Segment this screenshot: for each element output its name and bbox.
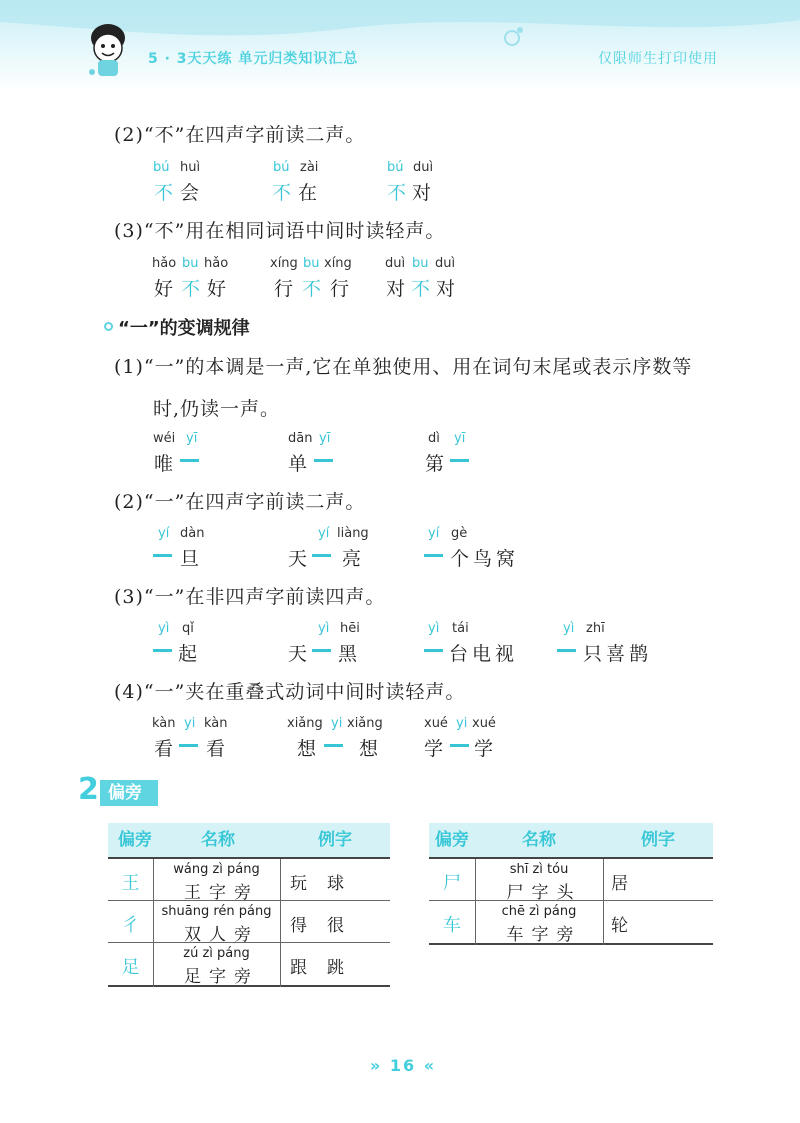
hanzi: 看 <box>154 738 174 760</box>
pinyin: kàn <box>204 716 228 731</box>
page-number-footer <box>370 1056 436 1075</box>
pinyin: bu <box>412 256 429 271</box>
pinyin: xíng <box>270 256 298 271</box>
table-row <box>108 859 390 901</box>
yi-character <box>424 649 443 652</box>
mascot-icon <box>86 22 134 80</box>
hanzi: 不 <box>181 278 201 300</box>
column-header: 名称 <box>201 830 235 850</box>
hanzi: 不 <box>154 182 174 204</box>
pinyin: hǎo <box>152 256 177 271</box>
hanzi: 不 <box>411 278 431 300</box>
radical-cell: 尸 <box>443 873 461 894</box>
pinyin: duì <box>435 256 456 271</box>
hanzi: 单 <box>288 453 308 475</box>
hanzi: 好 <box>154 278 174 300</box>
yi-character <box>312 649 331 652</box>
yi-character <box>557 649 576 652</box>
pinyin: yì <box>318 621 330 636</box>
table-header <box>108 823 390 859</box>
table-row <box>108 901 390 943</box>
pinyin: gè <box>451 526 468 541</box>
radical-table-left <box>108 823 390 987</box>
hanzi: 亮 <box>342 548 362 570</box>
pinyin: duì <box>413 160 434 175</box>
example-cell: 跟跳 <box>290 958 364 978</box>
hanzi: 好 <box>207 278 227 300</box>
rule-yi-3: (3)“一”在非四声字前读四声。 <box>114 586 386 608</box>
pinyin: hēi <box>340 621 360 636</box>
yi-heading: “一”的变调规律 <box>118 318 250 339</box>
table-row <box>429 859 713 901</box>
hanzi: 个鸟窝 <box>450 548 520 570</box>
example-cell: 得很 <box>290 916 364 936</box>
hanzi: 第 <box>425 453 445 475</box>
pinyin: yì <box>563 621 575 636</box>
table-header <box>429 823 713 859</box>
pinyin: zài <box>300 160 319 175</box>
pinyin: bu <box>182 256 199 271</box>
table-row <box>108 943 390 985</box>
yi-character <box>450 459 469 462</box>
rule-yi-4: (4)“一”夹在重叠式动词中间时读轻声。 <box>114 681 466 703</box>
pinyin: dān <box>288 431 313 446</box>
yi-character <box>153 649 172 652</box>
radical-cell: 车 <box>443 915 461 936</box>
table-row <box>429 901 713 943</box>
pinyin: liàng <box>337 526 369 541</box>
hanzi: 台电视 <box>449 643 519 665</box>
column-header: 名称 <box>522 830 556 850</box>
name-cell: 王字旁 <box>184 883 259 903</box>
yi-character <box>179 744 198 747</box>
pinyin: xué <box>424 716 448 731</box>
yi-character <box>153 554 172 557</box>
example-cell: 玩球 <box>290 874 364 894</box>
rule-yi-1-line2: 时,仍读一声。 <box>153 398 281 420</box>
name-cell: 车字旁 <box>506 925 582 945</box>
yi-character <box>180 459 199 462</box>
section-number: 2 <box>78 772 99 807</box>
pinyin: bú <box>387 160 404 175</box>
hanzi: 对 <box>386 278 406 300</box>
pinyin: xíng <box>324 256 352 271</box>
radical-cell: 王 <box>121 873 140 894</box>
chevron-left-icon: « <box>423 1056 437 1075</box>
pinyin-cell: chē zì páng <box>501 904 577 919</box>
hanzi: 在 <box>298 182 318 204</box>
pinyin: dàn <box>180 526 205 541</box>
pinyin: yi <box>184 716 196 731</box>
hanzi: 起 <box>178 643 198 665</box>
example-cell: 轮 <box>611 916 648 936</box>
hanzi: 唯 <box>154 453 174 475</box>
pinyin: yī <box>186 431 198 446</box>
pinyin: yī <box>454 431 466 446</box>
column-header: 例字 <box>318 830 352 850</box>
column-header: 偏旁 <box>118 830 152 850</box>
radical-table-right <box>429 823 713 945</box>
yi-character <box>314 459 333 462</box>
rule-bu-3: (3)“不”用在相同词语中间时读轻声。 <box>114 220 446 242</box>
pinyin: yí <box>428 526 440 541</box>
pinyin: bú <box>273 160 290 175</box>
pinyin-cell: shuāng rén páng <box>161 904 272 919</box>
pinyin-cell: shī zì tóu <box>509 862 569 877</box>
yi-character <box>324 744 343 747</box>
pinyin-cell: zú zì páng <box>183 946 250 961</box>
pinyin: tái <box>452 621 469 636</box>
example-cell: 居 <box>611 874 648 894</box>
name-cell: 双人旁 <box>184 925 259 945</box>
rule-yi-1-line1: (1)“一”的本调是一声,它在单独使用、用在词句末尾或表示序数等 <box>114 356 693 378</box>
pinyin: dì <box>428 431 440 446</box>
yi-character <box>450 744 469 747</box>
hanzi: 旦 <box>180 548 200 570</box>
section-title: 偏旁 <box>100 780 158 806</box>
name-cell: 尸字头 <box>506 883 582 903</box>
yi-character <box>312 554 331 557</box>
pinyin: huì <box>180 160 201 175</box>
pinyin: bú <box>153 160 170 175</box>
hanzi: 对 <box>412 182 432 204</box>
page-number: 16 <box>389 1056 417 1075</box>
hanzi: 学 <box>474 738 494 760</box>
chevron-right-icon: » <box>370 1056 383 1075</box>
pinyin: kàn <box>152 716 176 731</box>
pinyin: qǐ <box>182 621 194 636</box>
hanzi: 行 <box>274 278 294 300</box>
rule-yi-2: (2)“一”在四声字前读二声。 <box>114 491 366 513</box>
pinyin: bu <box>303 256 320 271</box>
hanzi: 不 <box>302 278 322 300</box>
radical-cell: 彳 <box>121 915 140 936</box>
pinyin: yi <box>456 716 468 731</box>
hanzi: 行 <box>330 278 350 300</box>
yi-character <box>424 554 443 557</box>
page-header <box>0 0 800 92</box>
pinyin: yì <box>158 621 170 636</box>
pinyin: yí <box>158 526 170 541</box>
column-header: 偏旁 <box>435 830 469 850</box>
hanzi: 想 <box>297 738 317 760</box>
hanzi: 看 <box>206 738 226 760</box>
hanzi: 只喜鹊 <box>583 643 653 665</box>
hanzi: 不 <box>387 182 407 204</box>
hanzi: 学 <box>424 738 444 760</box>
pinyin: yí <box>318 526 330 541</box>
pinyin: yì <box>428 621 440 636</box>
pinyin: hǎo <box>204 256 229 271</box>
pinyin-cell: wáng zì páng <box>173 862 260 877</box>
pinyin: duì <box>385 256 406 271</box>
hanzi: 黑 <box>338 643 358 665</box>
series-title: 5 · 3天天练 单元归类知识汇总 <box>148 51 359 67</box>
pinyin: yī <box>319 431 331 446</box>
name-cell: 足字旁 <box>184 967 259 987</box>
hanzi: 天 <box>288 548 308 570</box>
pinyin: yi <box>331 716 343 731</box>
hanzi: 对 <box>436 278 456 300</box>
pinyin: wéi <box>153 431 176 446</box>
print-notice: 仅限师生打印使用 <box>598 51 718 67</box>
hanzi: 会 <box>180 182 200 204</box>
pinyin: xué <box>472 716 496 731</box>
hanzi: 不 <box>272 182 292 204</box>
pinyin: xiǎng <box>347 716 383 731</box>
pinyin: xiǎng <box>287 716 323 731</box>
radical-cell: 足 <box>121 957 140 978</box>
rule-bu-2: (2)“不”在四声字前读二声。 <box>114 124 366 146</box>
hanzi: 想 <box>359 738 379 760</box>
column-header: 例字 <box>641 830 675 850</box>
heading-bullet-icon <box>104 322 113 331</box>
hanzi: 天 <box>288 643 308 665</box>
pinyin: zhī <box>586 621 605 636</box>
